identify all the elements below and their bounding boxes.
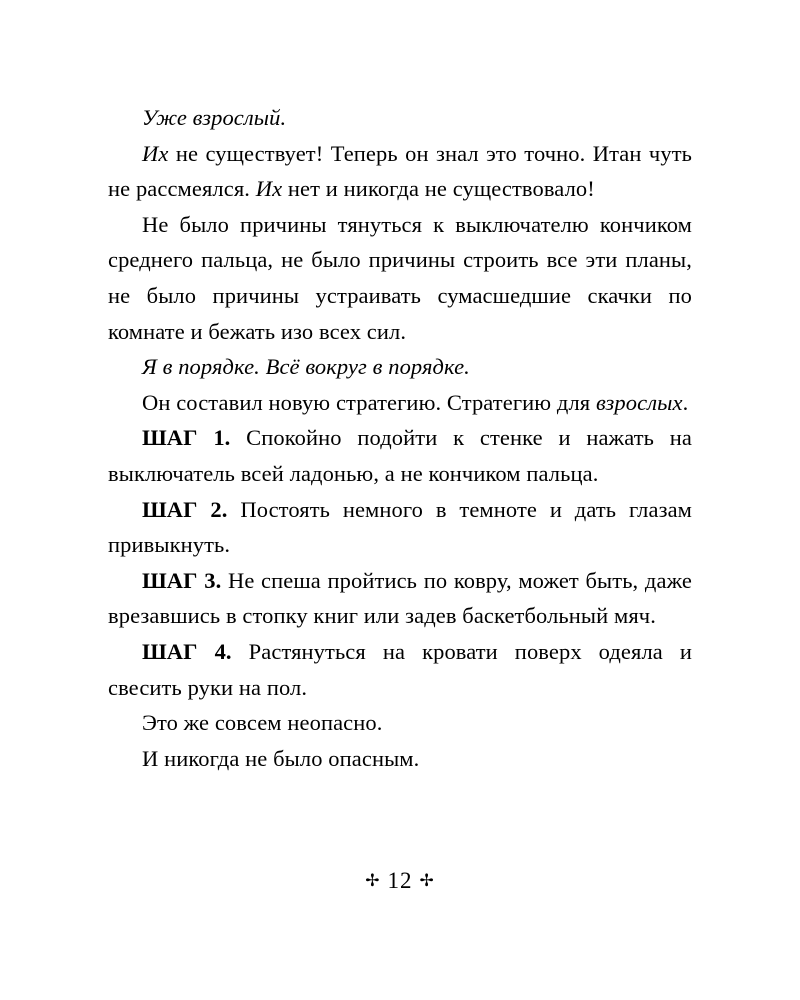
inline-italic-them-1: Их xyxy=(142,140,169,166)
step-label-4: ШАГ 4. xyxy=(142,638,232,664)
paragraph-text: Уже взрослый. xyxy=(142,105,287,130)
step-label-1: ШАГ 1. xyxy=(142,425,231,451)
inline-normal-1: не существует! Теперь он знал это точно. Итан чуть не рассмеялся. xyxy=(108,140,692,202)
inline-normal-4: . xyxy=(682,389,689,415)
page-body-text xyxy=(108,100,692,776)
step-text-3: Не спеша пройтись по ковру, может быть, даже врезавшись в стопку книг или задев баскетбольный мяч. xyxy=(108,567,693,629)
paragraph-text: Я в порядке. Всё вокруг в порядке. xyxy=(142,354,470,380)
paragraph-step-2 xyxy=(108,492,692,563)
paragraph-text: Не было причины тянуться к выключателю кончиком среднего пальца, не было причины строить все эти планы, не было причины устраивать сумасшедшие скачки по комнате и бежать изо всех сил. xyxy=(108,211,692,344)
paragraph-never-was-dangerous xyxy=(108,741,692,777)
ornament-right-icon: ✢ xyxy=(419,871,435,890)
paragraph-text: И никогда не было опасным. xyxy=(142,745,420,771)
step-text-1: Спокойно подойти к стенке и нажать на выключатель всей ладонью, а не кончиком пальца. xyxy=(108,425,692,486)
paragraph-step-4 xyxy=(108,634,692,705)
inline-italic-them-2: Их xyxy=(255,176,283,202)
paragraph-not-dangerous xyxy=(108,705,692,741)
paragraph-step-1 xyxy=(108,420,692,491)
paragraph-italic-intro xyxy=(108,100,692,136)
paragraph-no-reason xyxy=(108,207,692,349)
inline-normal-2: нет и никогда не существовало! xyxy=(282,176,595,202)
paragraph-them-dont-exist xyxy=(108,136,692,207)
inline-normal-3: Он составил новую стратегию. Стратегию для xyxy=(142,389,596,415)
page-footer-folio xyxy=(0,868,800,894)
paragraph-new-strategy xyxy=(108,385,692,421)
step-text-4: Растянуться на кровати поверх одеяла и свесить руки на пол. xyxy=(108,638,693,700)
step-text-2: Постоять немного в темноте и дать глазам привыкнуть. xyxy=(108,496,692,558)
paragraph-text: Это же совсем неопасно. xyxy=(142,710,383,736)
step-label-3: ШАГ 3. xyxy=(142,567,222,593)
inline-italic-adults: взрослых xyxy=(595,389,683,415)
paragraph-step-3 xyxy=(108,563,692,634)
ornament-left-icon: ✢ xyxy=(365,871,381,890)
step-label-2: ШАГ 2. xyxy=(142,496,228,522)
paragraph-im-fine xyxy=(108,349,692,385)
page-number: 12 xyxy=(387,868,413,893)
